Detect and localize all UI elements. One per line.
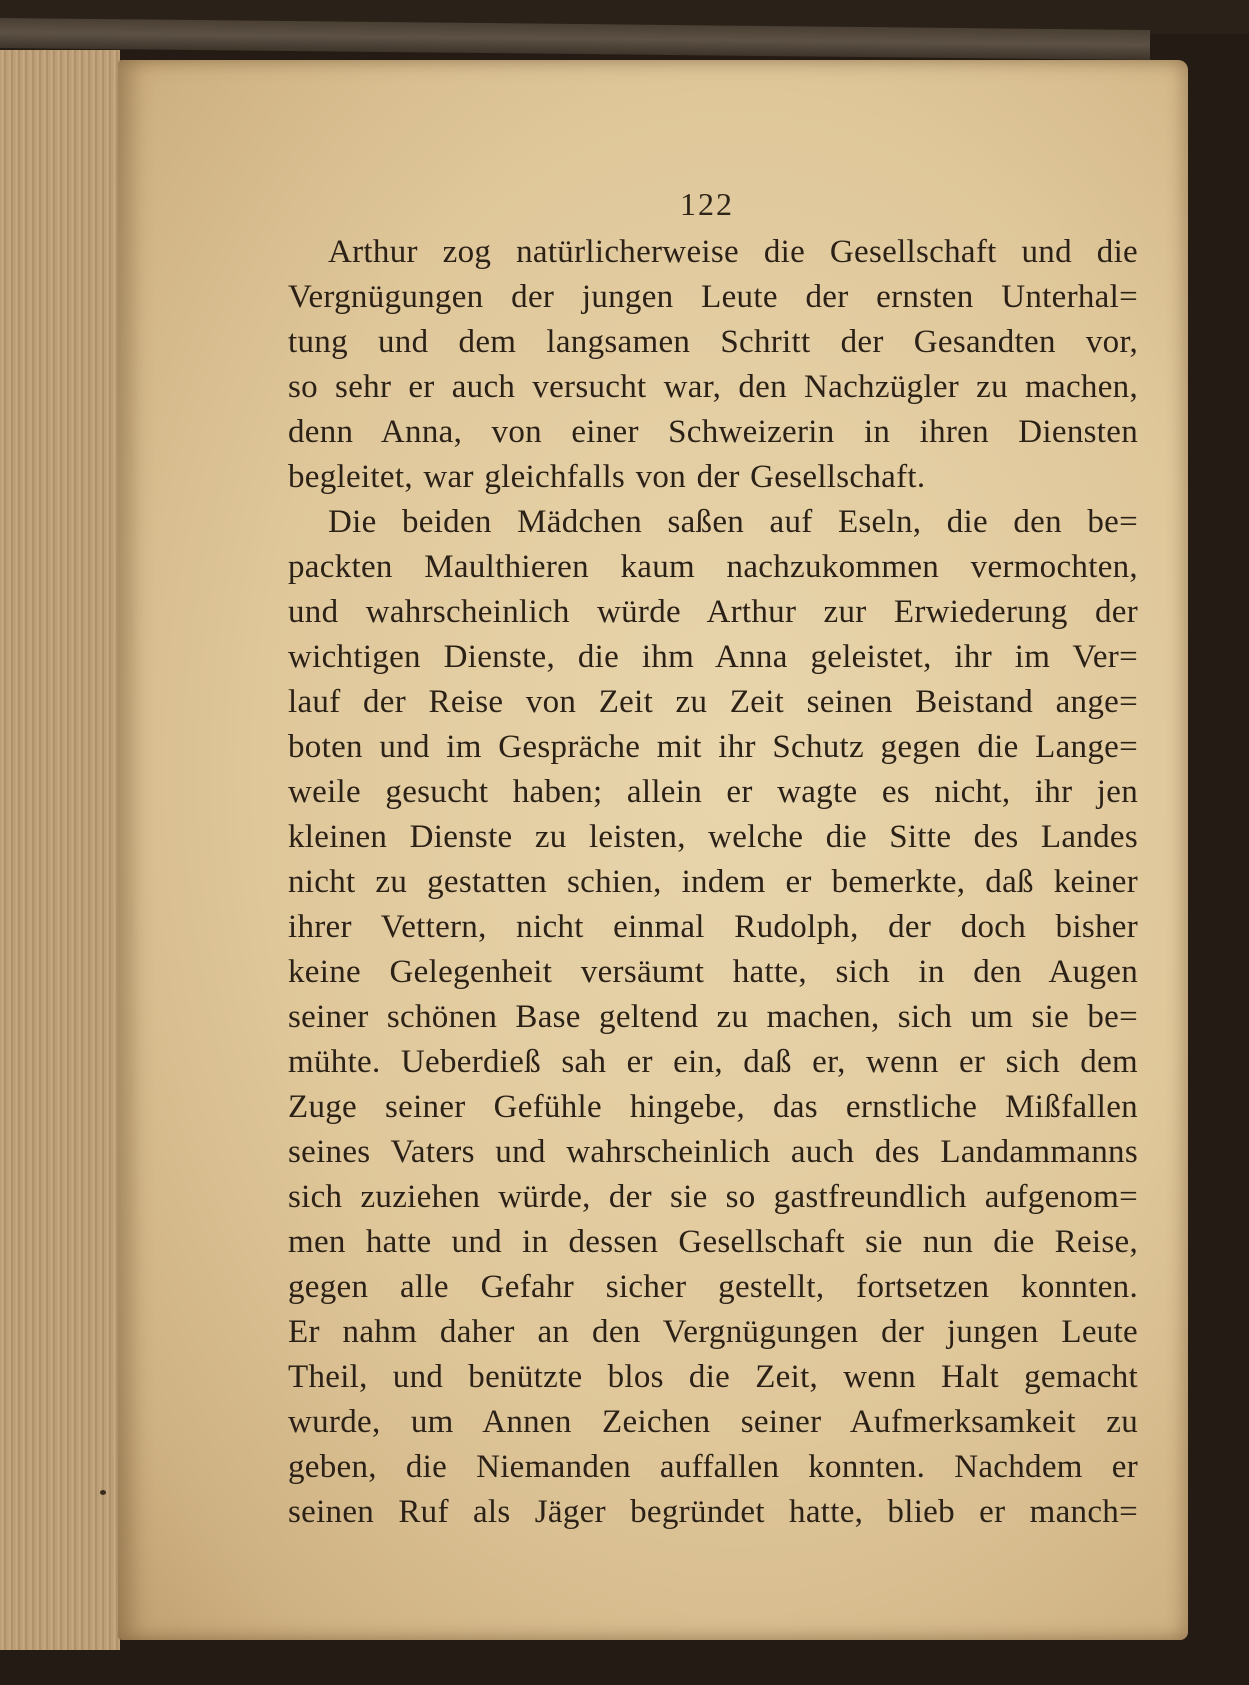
text-line: denn Anna, von einer Schweizerin in ihren Diensten (288, 414, 1138, 450)
text-line: boten und im Gespräche mit ihr Schutz gegen die Lange= (288, 729, 1138, 765)
text-line: geben, die Niemanden auffallen konnten. Nachdem er (288, 1449, 1138, 1485)
text-line: seiner schönen Base geltend zu machen, sich um sie be= (288, 999, 1138, 1035)
text-line: begleitet, war gleichfalls von der Gesellschaft. (288, 459, 926, 495)
text-line: Zuge seiner Gefühle hingebe, das ernstliche Mißfallen (288, 1089, 1138, 1125)
text-line: nicht zu gestatten schien, indem er bemerkte, daß keiner (288, 864, 1138, 900)
text-line: ihrer Vettern, nicht einmal Rudolph, der doch bisher (288, 909, 1138, 945)
text-line: seines Vaters und wahrscheinlich auch des Landammanns (288, 1134, 1138, 1170)
text-line: und wahrscheinlich würde Arthur zur Erwiederung der (288, 594, 1138, 630)
page-edges (0, 50, 120, 1650)
text-line: Die beiden Mädchen saßen auf Eseln, die den be= (328, 504, 1138, 540)
text-line: seinen Ruf als Jäger begründet hatte, blieb er manch= (288, 1494, 1138, 1530)
text-line: weile gesucht haben; allein er wagte es nicht, ihr jen (288, 774, 1138, 810)
text-line: Arthur zog natürlicherweise die Gesellschaft und die (328, 234, 1138, 270)
text-line: lauf der Reise von Zeit zu Zeit seinen Beistand ange= (288, 684, 1138, 720)
text-line: tung und dem langsamen Schritt der Gesandten vor, (288, 324, 1138, 360)
page-number: 122 (680, 186, 734, 222)
ink-speck (100, 1490, 106, 1495)
text-line: kleinen Dienste zu leisten, welche die Sitte des Landes (288, 819, 1138, 855)
text-line: sich zuziehen würde, der sie so gastfreundlich aufgenom= (288, 1179, 1138, 1215)
body-text (288, 230, 1138, 1535)
text-line: men hatte und in dessen Gesellschaft sie nun die Reise, (288, 1224, 1138, 1260)
text-line: keine Gelegenheit versäumt hatte, sich in den Augen (288, 954, 1138, 990)
text-line: Vergnügungen der jungen Leute der ernsten Unterhal= (288, 279, 1138, 315)
text-line: Er nahm daher an den Vergnügungen der jungen Leute (288, 1314, 1138, 1350)
text-line: gegen alle Gefahr sicher gestellt, fortsetzen konnten. (288, 1269, 1138, 1305)
text-line: wichtigen Dienste, die ihm Anna geleistet, ihr im Ver= (288, 639, 1138, 675)
text-line: packten Maulthieren kaum nachzukommen vermochten, (288, 549, 1138, 585)
text-line: wurde, um Annen Zeichen seiner Aufmerksamkeit zu (288, 1404, 1138, 1440)
text-line: so sehr er auch versucht war, den Nachzügler zu machen, (288, 369, 1138, 405)
text-line: Theil, und benützte blos die Zeit, wenn Halt gemacht (288, 1359, 1138, 1395)
text-line: mühte. Ueberdieß sah er ein, daß er, wenn er sich dem (288, 1044, 1138, 1080)
